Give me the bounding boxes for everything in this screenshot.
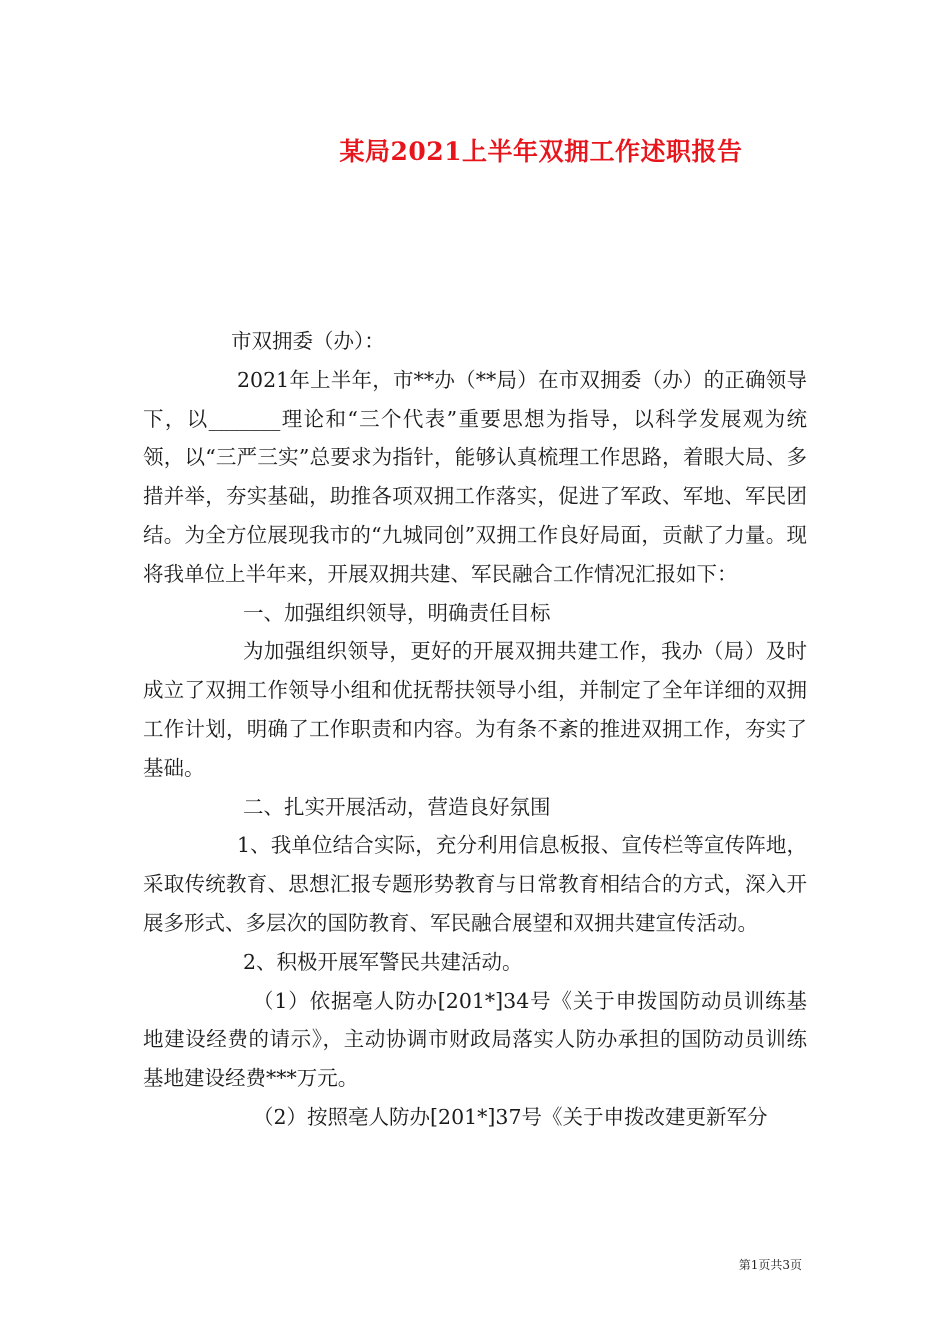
document-body (143, 322, 807, 1137)
page-number: 第1页共3页 (738, 1258, 802, 1272)
document-title: 某局2021上半年双拥工作述职报告 (339, 137, 743, 166)
salutation: 市双拥委（办）： (231, 329, 385, 353)
section-heading-2: 二、扎实开展活动，营造良好氛围 (243, 794, 551, 819)
paragraph-subitem-1: （1）依据亳人防办[201*]34号《关于申拨国防动员训练基地建设经费的请示》，主动协调市财政局落实人防办承担的国防动员训练基地建设经费***万元。 (143, 988, 807, 1091)
paragraph-section-1: 为加强组织领导，更好的开展双拥共建工作，我办（局）及时成立了双拥工作领导小组和优抚帮扶领导小组，并制定了全年详细的双拥工作计划，明确了工作职责和内容。为有条不紊的推进双拥工作，夯实了基础。 (143, 639, 807, 780)
paragraph-item-2: 2、积极开展军警民共建活动。 (243, 949, 523, 974)
paragraph-intro: 2021年上半年，市**办（**局）在市双拥委（办）的正确领导下，以_______理论和“三个代表”重要思想为指导，以科学发展观为统领，以“三严三实”总要求为指针，能够认真梳理工作思路，着眼大局、多措并举，夯实基础，助推各项双拥工作落实，促进了军政、军地、军民团结。为全方位展现我市的“九城同创”双拥工作良好局面，贡献了力量。现将我单位上半年来，开展双拥共建、军民融合工作情况汇报如下： (143, 367, 807, 586)
section-heading-1: 一、加强组织领导，明确责任目标 (243, 600, 551, 625)
paragraph-subitem-2: （2）按照亳人防办[201*]37号《关于申拨改建更新军分 (253, 1104, 768, 1129)
paragraph-item-1: 1、我单位结合实际，充分利用信息板报、宣传栏等宣传阵地，采取传统教育、思想汇报专题形势教育与日常教育相结合的方式，深入开展多形式、多层次的国防教育、军民融合展望和双拥共建宣传活动。 (143, 833, 807, 935)
